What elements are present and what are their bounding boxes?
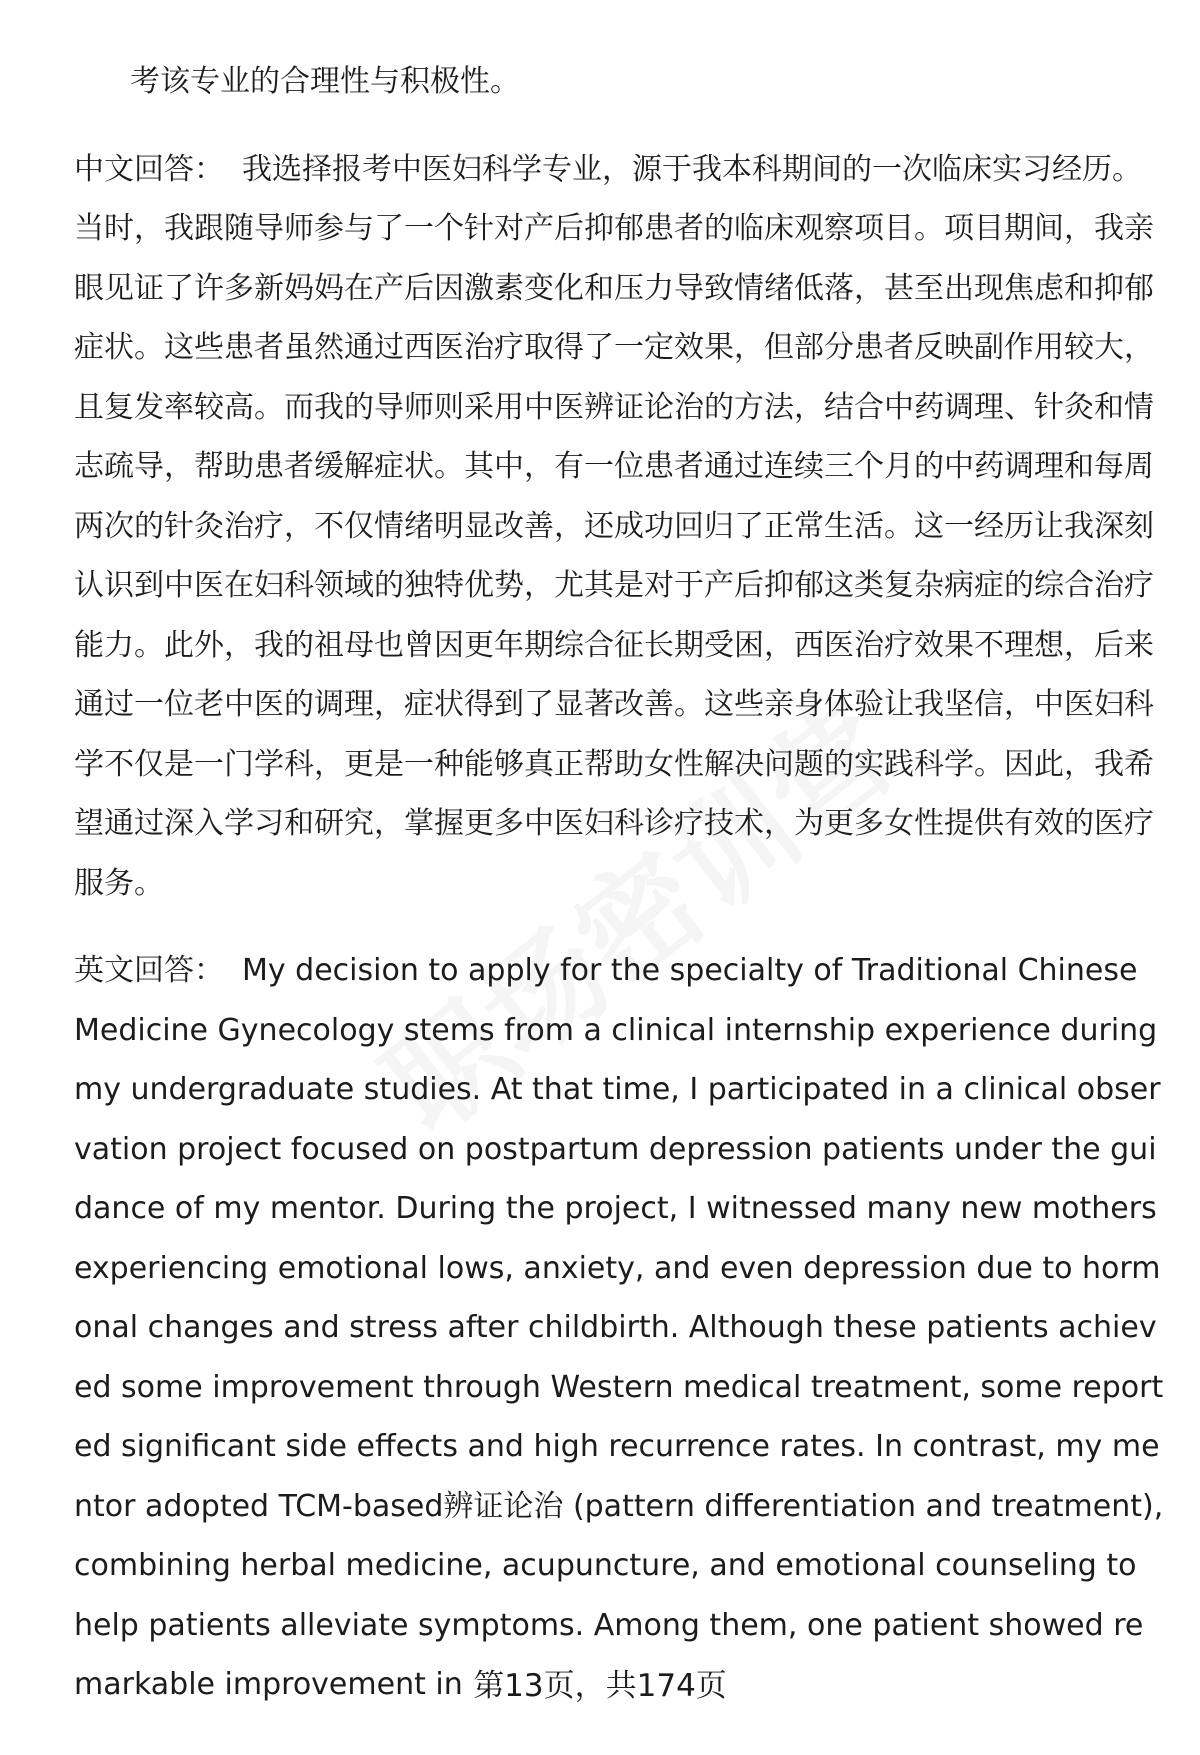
english-answer-label: 英文回答： — [74, 953, 224, 988]
chinese-answer-paragraph — [74, 140, 1164, 914]
document-body — [74, 52, 1164, 1715]
paragraph-gap — [74, 112, 1164, 140]
page-number-footer: 第13页，共174页 — [473, 1668, 727, 1704]
chinese-answer-label: 中文回答： — [74, 151, 224, 187]
paragraph-gap — [74, 913, 1164, 941]
english-answer-text: My decision to apply for the specialty of Traditional Chinese Medicine Gynecology stems from a clinical internship experience during my undergraduate studies. At that time, I participated in a clinical observation project focused on postpartum depression patients under the guidance of my mentor. During the project, I witnessed many new mothers experiencing emotional lows, anxiety, and even depression due to hormonal changes and stress after childbirth. Although these patients achieved some improvement through Western medical treatment, some reported significant side effects and high recurrence rates. In contrast, my mentor adopted TCM-based辨证论治 (pattern differentiation and treatment), combining herbal medicine, acupuncture, and emotional counseling to help patients alleviate symptoms. Among them, one patient showed remarkable improvement in — [74, 953, 1164, 1702]
english-answer-paragraph — [74, 941, 1164, 1715]
chinese-answer-text: 我选择报考中医妇科学专业，源于我本科期间的一次临床实习经历。当时，我跟随导师参与了一个针对产后抑郁患者的临床观察项目。项目期间，我亲眼见证了许多新妈妈在产后因激素变化和压力导致情绪低落，甚至出现焦虑和抑郁症状。这些患者虽然通过西医治疗取得了一定效果，但部分患者反映副作用较大，且复发率较高。而我的导师则采用中医辨证论治的方法，结合中药调理、针灸和情志疏导，帮助患者缓解症状。其中，有一位患者通过连续三个月的中药调理和每周两次的针灸治疗，不仅情绪明显改善，还成功回归了正常生活。这一经历让我深刻认识到中医在妇科领域的独特优势，尤其是对于产后抑郁这类复杂病症的综合治疗能力。此外，我的祖母也曾因更年期综合征长期受困，西医治疗效果不理想，后来通过一位老中医的调理，症状得到了显著改善。这些亲身体验让我坚信，中医妇科学不仅是一门学科，更是一种能够真正帮助女性解决问题的实践科学。因此，我希望通过深入学习和研究，掌握更多中医妇科诊疗技术，为更多女性提供有效的医疗服务。 — [74, 151, 1154, 901]
continuation-paragraph: 考该专业的合理性与积极性。 — [130, 64, 520, 99]
